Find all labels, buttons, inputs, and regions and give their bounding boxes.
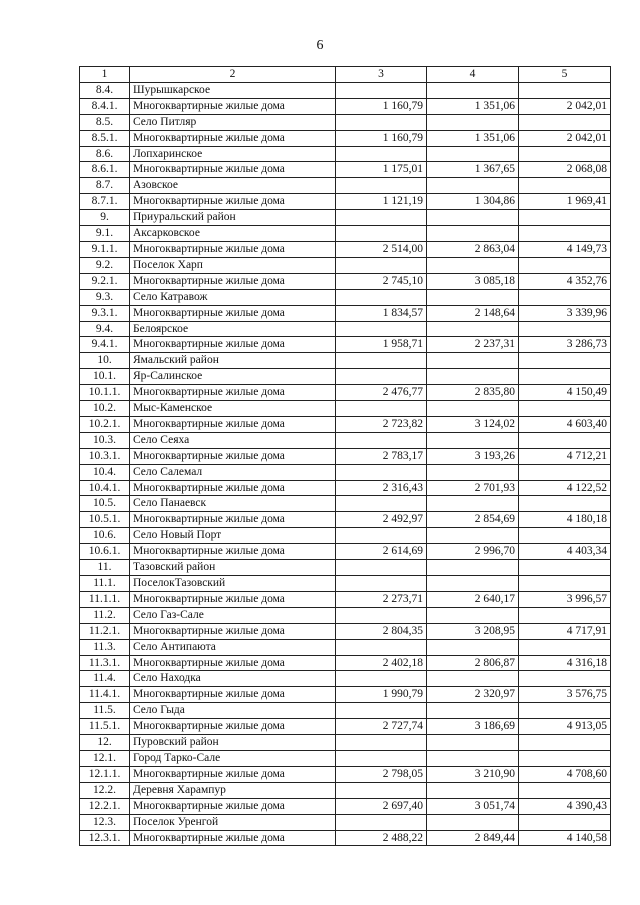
section-row: [80, 321, 611, 337]
section-row: [80, 735, 611, 751]
row-number-cell: 11.5.1.: [80, 719, 130, 735]
tariff-table: [79, 66, 611, 846]
table-body: [80, 67, 611, 846]
row-number-cell: 8.4.: [80, 82, 130, 98]
value-cell-col5: [519, 464, 611, 480]
row-name-cell: Село Салемал: [130, 464, 336, 480]
section-row: [80, 814, 611, 830]
row-name-cell: Деревня Харампур: [130, 782, 336, 798]
section-row: [80, 114, 611, 130]
header-row: [80, 67, 611, 83]
table-row: [80, 687, 611, 703]
value-cell-col4: 3 208,95: [427, 623, 519, 639]
value-cell-col4: 3 124,02: [427, 416, 519, 432]
value-cell-col4: [427, 401, 519, 417]
row-name-cell: Село Газ-Сале: [130, 607, 336, 623]
row-name-cell: Село Питляр: [130, 114, 336, 130]
value-cell-col4: 1 351,06: [427, 130, 519, 146]
row-number-cell: 11.4.: [80, 671, 130, 687]
value-cell-col4: [427, 226, 519, 242]
section-row: [80, 401, 611, 417]
value-cell-col3: 1 160,79: [336, 130, 427, 146]
value-cell-col4: 2 640,17: [427, 591, 519, 607]
row-name-cell: Тазовский район: [130, 560, 336, 576]
value-cell-col3: 2 488,22: [336, 830, 427, 846]
page-number: 6: [316, 38, 324, 53]
row-name-cell: Многоквартирные жилые дома: [130, 241, 336, 257]
table-row: [80, 766, 611, 782]
value-cell-col5: [519, 401, 611, 417]
value-cell-col4: 2 863,04: [427, 241, 519, 257]
row-name-cell: Многоквартирные жилые дома: [130, 98, 336, 114]
table-row: [80, 591, 611, 607]
value-cell-col3: [336, 432, 427, 448]
section-row: [80, 146, 611, 162]
row-name-cell: Многоквартирные жилые дома: [130, 830, 336, 846]
value-cell-col5: [519, 528, 611, 544]
value-cell-col4: 1 304,86: [427, 194, 519, 210]
row-name-cell: Шурышкарское: [130, 82, 336, 98]
value-cell-col4: [427, 257, 519, 273]
value-cell-col5: 4 316,18: [519, 655, 611, 671]
row-name-cell: Многоквартирные жилые дома: [130, 416, 336, 432]
row-number-cell: 11.1.: [80, 576, 130, 592]
value-cell-col3: [336, 814, 427, 830]
value-cell-col3: [336, 735, 427, 751]
row-name-cell: Город Тарко-Сале: [130, 750, 336, 766]
row-number-cell: 8.5.: [80, 114, 130, 130]
section-row: [80, 782, 611, 798]
row-number-cell: 9.2.: [80, 257, 130, 273]
header-cell-4: 4: [427, 67, 519, 83]
value-cell-col5: [519, 750, 611, 766]
section-row: [80, 178, 611, 194]
value-cell-col3: [336, 576, 427, 592]
row-name-cell: Многоквартирные жилые дома: [130, 623, 336, 639]
value-cell-col3: 2 402,18: [336, 655, 427, 671]
value-cell-col4: [427, 814, 519, 830]
value-cell-col3: 1 990,79: [336, 687, 427, 703]
value-cell-col4: [427, 671, 519, 687]
table-row: [80, 194, 611, 210]
row-name-cell: Многоквартирные жилые дома: [130, 385, 336, 401]
value-cell-col4: [427, 82, 519, 98]
value-cell-col4: 2 854,69: [427, 512, 519, 528]
row-name-cell: Многоквартирные жилые дома: [130, 305, 336, 321]
section-row: [80, 528, 611, 544]
value-cell-col5: [519, 432, 611, 448]
row-number-cell: 9.4.: [80, 321, 130, 337]
value-cell-col4: 2 320,97: [427, 687, 519, 703]
row-number-cell: 11.2.1.: [80, 623, 130, 639]
value-cell-col3: [336, 607, 427, 623]
section-row: [80, 607, 611, 623]
value-cell-col4: [427, 735, 519, 751]
value-cell-col4: 3 186,69: [427, 719, 519, 735]
table-row: [80, 655, 611, 671]
value-cell-col4: [427, 178, 519, 194]
row-number-cell: 8.6.: [80, 146, 130, 162]
section-row: [80, 496, 611, 512]
value-cell-col3: [336, 671, 427, 687]
value-cell-col4: [427, 750, 519, 766]
row-number-cell: 8.7.1.: [80, 194, 130, 210]
row-number-cell: 10.4.: [80, 464, 130, 480]
row-number-cell: 9.: [80, 210, 130, 226]
table-row: [80, 273, 611, 289]
value-cell-col3: [336, 226, 427, 242]
row-name-cell: Село Антипаюта: [130, 639, 336, 655]
table-row: [80, 385, 611, 401]
value-cell-col4: 2 806,87: [427, 655, 519, 671]
row-number-cell: 10.5.1.: [80, 512, 130, 528]
row-number-cell: 10.: [80, 353, 130, 369]
row-number-cell: 8.4.1.: [80, 98, 130, 114]
row-name-cell: Многоквартирные жилые дома: [130, 194, 336, 210]
value-cell-col3: 2 316,43: [336, 480, 427, 496]
table-row: [80, 305, 611, 321]
value-cell-col3: 2 492,97: [336, 512, 427, 528]
header-cell-3: 3: [336, 67, 427, 83]
value-cell-col3: [336, 703, 427, 719]
row-name-cell: Многоквартирные жилые дома: [130, 719, 336, 735]
row-number-cell: 9.1.: [80, 226, 130, 242]
value-cell-col3: [336, 289, 427, 305]
row-number-cell: 12.: [80, 735, 130, 751]
row-number-cell: 12.1.1.: [80, 766, 130, 782]
value-cell-col5: 2 042,01: [519, 98, 611, 114]
section-row: [80, 210, 611, 226]
row-number-cell: 12.2.1.: [80, 798, 130, 814]
row-number-cell: 10.6.: [80, 528, 130, 544]
row-number-cell: 11.3.: [80, 639, 130, 655]
value-cell-col3: 2 476,77: [336, 385, 427, 401]
value-cell-col3: [336, 496, 427, 512]
value-cell-col4: [427, 321, 519, 337]
value-cell-col5: 4 708,60: [519, 766, 611, 782]
table-row: [80, 337, 611, 353]
value-cell-col5: [519, 321, 611, 337]
header-cell-1: 1: [80, 67, 130, 83]
row-name-cell: Многоквартирные жилые дома: [130, 591, 336, 607]
value-cell-col5: 4 403,34: [519, 544, 611, 560]
row-name-cell: Многоквартирные жилые дома: [130, 544, 336, 560]
row-name-cell: Многоквартирные жилые дома: [130, 798, 336, 814]
value-cell-col3: [336, 560, 427, 576]
section-row: [80, 432, 611, 448]
row-number-cell: 10.2.1.: [80, 416, 130, 432]
value-cell-col3: 1 121,19: [336, 194, 427, 210]
value-cell-col4: [427, 146, 519, 162]
row-number-cell: 11.3.1.: [80, 655, 130, 671]
row-number-cell: 8.6.1.: [80, 162, 130, 178]
row-name-cell: Поселок Харп: [130, 257, 336, 273]
row-number-cell: 10.6.1.: [80, 544, 130, 560]
value-cell-col5: 3 339,96: [519, 305, 611, 321]
table-row: [80, 416, 611, 432]
value-cell-col5: 3 576,75: [519, 687, 611, 703]
row-name-cell: Многоквартирные жилые дома: [130, 687, 336, 703]
value-cell-col3: 1 834,57: [336, 305, 427, 321]
value-cell-col3: [336, 639, 427, 655]
value-cell-col4: [427, 782, 519, 798]
value-cell-col5: 4 150,49: [519, 385, 611, 401]
row-name-cell: Село Сеяха: [130, 432, 336, 448]
value-cell-col5: 3 996,57: [519, 591, 611, 607]
value-cell-col3: [336, 321, 427, 337]
value-cell-col5: [519, 114, 611, 130]
value-cell-col3: 2 514,00: [336, 241, 427, 257]
section-row: [80, 639, 611, 655]
row-number-cell: 8.5.1.: [80, 130, 130, 146]
row-name-cell: Многоквартирные жилые дома: [130, 337, 336, 353]
row-number-cell: 11.2.: [80, 607, 130, 623]
value-cell-col4: 1 351,06: [427, 98, 519, 114]
row-number-cell: 9.3.1.: [80, 305, 130, 321]
row-name-cell: Село Панаевск: [130, 496, 336, 512]
row-name-cell: Ямальский район: [130, 353, 336, 369]
value-cell-col4: 2 237,31: [427, 337, 519, 353]
row-number-cell: 11.1.1.: [80, 591, 130, 607]
section-row: [80, 82, 611, 98]
value-cell-col3: 2 723,82: [336, 416, 427, 432]
row-number-cell: 12.3.: [80, 814, 130, 830]
row-number-cell: 11.5.: [80, 703, 130, 719]
row-name-cell: Мыс-Каменское: [130, 401, 336, 417]
value-cell-col4: [427, 210, 519, 226]
value-cell-col5: 4 352,76: [519, 273, 611, 289]
value-cell-col5: 4 913,05: [519, 719, 611, 735]
value-cell-col3: [336, 210, 427, 226]
value-cell-col5: 2 068,08: [519, 162, 611, 178]
value-cell-col4: [427, 369, 519, 385]
value-cell-col3: [336, 750, 427, 766]
value-cell-col5: [519, 146, 611, 162]
section-row: [80, 369, 611, 385]
value-cell-col4: [427, 639, 519, 655]
value-cell-col3: [336, 146, 427, 162]
value-cell-col5: [519, 82, 611, 98]
value-cell-col5: 4 140,58: [519, 830, 611, 846]
value-cell-col3: 1 958,71: [336, 337, 427, 353]
table-row: [80, 480, 611, 496]
value-cell-col4: [427, 703, 519, 719]
value-cell-col4: 3 051,74: [427, 798, 519, 814]
table-row: [80, 162, 611, 178]
value-cell-col4: [427, 560, 519, 576]
value-cell-col5: [519, 782, 611, 798]
section-row: [80, 671, 611, 687]
value-cell-col3: [336, 82, 427, 98]
value-cell-col5: 4 390,43: [519, 798, 611, 814]
value-cell-col3: [336, 464, 427, 480]
value-cell-col3: 2 273,71: [336, 591, 427, 607]
table-row: [80, 448, 611, 464]
row-number-cell: 10.5.: [80, 496, 130, 512]
value-cell-col4: [427, 464, 519, 480]
row-name-cell: Многоквартирные жилые дома: [130, 480, 336, 496]
row-name-cell: Аксарковское: [130, 226, 336, 242]
table-row: [80, 241, 611, 257]
value-cell-col4: 2 148,64: [427, 305, 519, 321]
value-cell-col5: 4 712,21: [519, 448, 611, 464]
row-number-cell: 10.1.: [80, 369, 130, 385]
section-row: [80, 750, 611, 766]
value-cell-col3: 1 160,79: [336, 98, 427, 114]
value-cell-col4: [427, 528, 519, 544]
value-cell-col5: 4 149,73: [519, 241, 611, 257]
value-cell-col4: 2 996,70: [427, 544, 519, 560]
row-name-cell: Азовское: [130, 178, 336, 194]
row-name-cell: Лопхаринское: [130, 146, 336, 162]
value-cell-col5: 3 286,73: [519, 337, 611, 353]
row-name-cell: Многоквартирные жилые дома: [130, 130, 336, 146]
row-name-cell: Многоквартирные жилые дома: [130, 162, 336, 178]
value-cell-col3: 2 697,40: [336, 798, 427, 814]
value-cell-col5: [519, 671, 611, 687]
value-cell-col5: [519, 560, 611, 576]
row-name-cell: Село Катравож: [130, 289, 336, 305]
row-name-cell: Многоквартирные жилые дома: [130, 766, 336, 782]
table-row: [80, 719, 611, 735]
table-row: [80, 512, 611, 528]
value-cell-col3: 2 783,17: [336, 448, 427, 464]
value-cell-col5: [519, 178, 611, 194]
value-cell-col3: 2 727,74: [336, 719, 427, 735]
row-name-cell: Приуральский район: [130, 210, 336, 226]
table-row: [80, 623, 611, 639]
section-row: [80, 560, 611, 576]
row-name-cell: Белоярское: [130, 321, 336, 337]
value-cell-col4: 2 701,93: [427, 480, 519, 496]
value-cell-col4: 2 849,44: [427, 830, 519, 846]
row-name-cell: Многоквартирные жилые дома: [130, 273, 336, 289]
value-cell-col5: [519, 607, 611, 623]
row-name-cell: Село Находка: [130, 671, 336, 687]
value-cell-col4: [427, 114, 519, 130]
value-cell-col5: [519, 353, 611, 369]
section-row: [80, 289, 611, 305]
section-row: [80, 464, 611, 480]
row-number-cell: 9.1.1.: [80, 241, 130, 257]
value-cell-col5: [519, 639, 611, 655]
row-number-cell: 9.3.: [80, 289, 130, 305]
section-row: [80, 353, 611, 369]
table-row: [80, 98, 611, 114]
row-number-cell: 11.: [80, 560, 130, 576]
value-cell-col5: 4 122,52: [519, 480, 611, 496]
value-cell-col4: [427, 496, 519, 512]
row-number-cell: 12.3.1.: [80, 830, 130, 846]
value-cell-col4: 3 193,26: [427, 448, 519, 464]
row-name-cell: Яр-Салинское: [130, 369, 336, 385]
value-cell-col3: 2 745,10: [336, 273, 427, 289]
value-cell-col5: [519, 289, 611, 305]
value-cell-col3: 2 798,05: [336, 766, 427, 782]
value-cell-col3: [336, 782, 427, 798]
value-cell-col5: [519, 703, 611, 719]
value-cell-col3: 2 614,69: [336, 544, 427, 560]
value-cell-col5: [519, 496, 611, 512]
value-cell-col3: [336, 353, 427, 369]
table-row: [80, 130, 611, 146]
row-name-cell: ПоселокТазовский: [130, 576, 336, 592]
row-number-cell: 9.4.1.: [80, 337, 130, 353]
value-cell-col5: [519, 735, 611, 751]
value-cell-col3: [336, 257, 427, 273]
value-cell-col4: 2 835,80: [427, 385, 519, 401]
value-cell-col5: [519, 369, 611, 385]
row-number-cell: 10.1.1.: [80, 385, 130, 401]
value-cell-col4: [427, 432, 519, 448]
row-name-cell: Многоквартирные жилые дома: [130, 448, 336, 464]
value-cell-col5: 1 969,41: [519, 194, 611, 210]
value-cell-col3: [336, 114, 427, 130]
header-cell-2: 2: [130, 67, 336, 83]
row-number-cell: 9.2.1.: [80, 273, 130, 289]
row-name-cell: Село Гыда: [130, 703, 336, 719]
row-number-cell: 12.1.: [80, 750, 130, 766]
row-number-cell: 10.4.1.: [80, 480, 130, 496]
value-cell-col3: 2 804,35: [336, 623, 427, 639]
row-name-cell: Пуровский район: [130, 735, 336, 751]
row-number-cell: 10.3.: [80, 432, 130, 448]
value-cell-col5: [519, 814, 611, 830]
section-row: [80, 226, 611, 242]
value-cell-col4: [427, 353, 519, 369]
row-name-cell: Многоквартирные жилые дома: [130, 512, 336, 528]
value-cell-col4: [427, 607, 519, 623]
row-number-cell: 10.3.1.: [80, 448, 130, 464]
row-name-cell: Многоквартирные жилые дома: [130, 655, 336, 671]
section-row: [80, 257, 611, 273]
value-cell-col4: 1 367,65: [427, 162, 519, 178]
value-cell-col4: [427, 576, 519, 592]
value-cell-col4: 3 210,90: [427, 766, 519, 782]
value-cell-col5: 2 042,01: [519, 130, 611, 146]
value-cell-col5: [519, 257, 611, 273]
value-cell-col5: 4 603,40: [519, 416, 611, 432]
section-row: [80, 576, 611, 592]
value-cell-col3: [336, 528, 427, 544]
value-cell-col3: 1 175,01: [336, 162, 427, 178]
value-cell-col4: 3 085,18: [427, 273, 519, 289]
value-cell-col5: [519, 210, 611, 226]
value-cell-col5: [519, 576, 611, 592]
value-cell-col3: [336, 369, 427, 385]
row-number-cell: 8.7.: [80, 178, 130, 194]
row-name-cell: Поселок Уренгой: [130, 814, 336, 830]
value-cell-col5: 4 180,18: [519, 512, 611, 528]
row-name-cell: Село Новый Порт: [130, 528, 336, 544]
value-cell-col4: [427, 289, 519, 305]
value-cell-col3: [336, 401, 427, 417]
row-number-cell: 11.4.1.: [80, 687, 130, 703]
value-cell-col5: 4 717,91: [519, 623, 611, 639]
row-number-cell: 12.2.: [80, 782, 130, 798]
section-row: [80, 703, 611, 719]
header-cell-5: 5: [519, 67, 611, 83]
table-row: [80, 798, 611, 814]
table-row: [80, 830, 611, 846]
table-row: [80, 544, 611, 560]
row-number-cell: 10.2.: [80, 401, 130, 417]
value-cell-col3: [336, 178, 427, 194]
value-cell-col5: [519, 226, 611, 242]
